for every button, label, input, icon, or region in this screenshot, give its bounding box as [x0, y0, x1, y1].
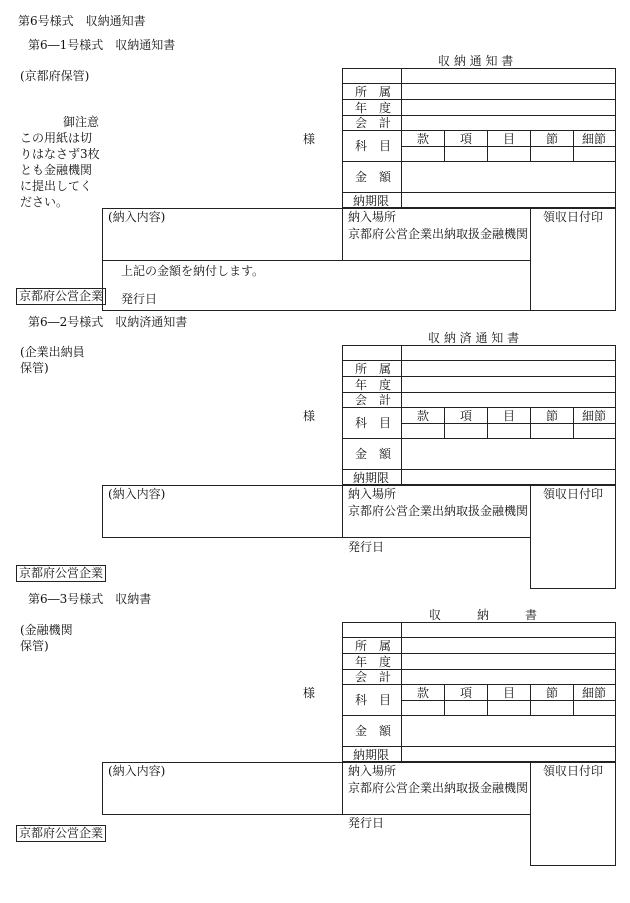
payment-statement: 上記の金額を納付します。 — [121, 264, 265, 278]
custody-label: (企業出納員 — [20, 345, 85, 359]
financial-institution: 京都府公営企業出納取扱金融機関 — [348, 227, 529, 241]
col-kou: 項 — [460, 409, 473, 423]
col-kou: 項 — [460, 686, 473, 700]
label-kamoku: 科 目 — [355, 693, 392, 707]
issue-date-label: 発行日 — [121, 292, 158, 306]
col-moku: 目 — [503, 409, 516, 423]
caution-line: りはなさず3枚 — [20, 147, 100, 161]
label-nounyuu-kigen: 納期限 — [353, 471, 390, 485]
issuer-stamp: 京都府公営企業 — [16, 565, 106, 582]
col-kan: 款 — [417, 686, 430, 700]
label-nounyuu-kigen: 納期限 — [353, 748, 390, 762]
receipt-date-stamp-label: 領収日付印 — [543, 210, 604, 224]
col-saisetsu: 細節 — [582, 409, 607, 423]
label-kingaku: 金 額 — [355, 447, 392, 461]
addressee-suffix: 様 — [303, 132, 316, 146]
label-kamoku: 科 目 — [355, 139, 392, 153]
col-kan: 款 — [417, 409, 430, 423]
label-shozoku: 所 属 — [355, 85, 392, 99]
custody-label: (京都府保管) — [20, 69, 90, 83]
col-setsu: 節 — [546, 132, 559, 146]
caution-line: ださい。 — [20, 195, 69, 209]
issue-date-label: 発行日 — [348, 816, 385, 830]
col-kan: 款 — [417, 132, 430, 146]
form-heading: 収 納 書 — [429, 608, 538, 622]
label-kamoku: 科 目 — [355, 416, 392, 430]
document-title: 第6号様式 収納通知書 — [18, 14, 146, 28]
label-nendo: 年 度 — [355, 101, 392, 115]
form-heading: 収 納 通 知 書 — [438, 54, 514, 68]
form-subtitle: 第6―1号様式 収納通知書 — [28, 38, 176, 52]
issuer-stamp: 京都府公営企業 — [16, 825, 106, 842]
custody-label: (金融機関 — [20, 623, 73, 637]
form-heading: 収 納 済 通 知 書 — [428, 331, 520, 345]
form-subtitle: 第6―2号様式 収納済通知書 — [28, 315, 188, 329]
receipt-date-stamp-label: 領収日付印 — [543, 487, 604, 501]
label-kaikei: 会 計 — [355, 393, 392, 407]
form-subtitle: 第6―3号様式 収納書 — [28, 592, 152, 606]
caution-line: とも金融機関 — [20, 163, 93, 177]
col-moku: 目 — [503, 686, 516, 700]
issuer-stamp: 京都府公営企業 — [16, 288, 106, 305]
financial-institution: 京都府公営企業出納取扱金融機関 — [348, 781, 529, 795]
label-kaikei: 会 計 — [355, 116, 392, 130]
label-kaikei: 会 計 — [355, 670, 392, 684]
label-nendo: 年 度 — [355, 655, 392, 669]
label-nendo: 年 度 — [355, 378, 392, 392]
financial-institution: 京都府公営企業出納取扱金融機関 — [348, 504, 529, 518]
col-saisetsu: 細節 — [582, 132, 607, 146]
label-shozoku: 所 属 — [355, 639, 392, 653]
custody-label: 保管) — [20, 639, 49, 653]
addressee-suffix: 様 — [303, 686, 316, 700]
custody-label: 保管) — [20, 361, 49, 375]
col-moku: 目 — [503, 132, 516, 146]
caution-line: に提出してく — [20, 179, 93, 193]
label-shozoku: 所 属 — [355, 362, 392, 376]
label-kingaku: 金 額 — [355, 724, 392, 738]
label-nounyuu-kigen: 納期限 — [353, 194, 390, 208]
label-kingaku: 金 額 — [355, 170, 392, 184]
col-setsu: 節 — [546, 409, 559, 423]
nounyuu-naiyou-label: (納入内容) — [108, 764, 166, 778]
receipt-date-stamp-label: 領収日付印 — [543, 764, 604, 778]
col-setsu: 節 — [546, 686, 559, 700]
nounyuu-naiyou-label: (納入内容) — [108, 210, 166, 224]
col-kou: 項 — [460, 132, 473, 146]
col-saisetsu: 細節 — [582, 686, 607, 700]
nounyuu-naiyou-label: (納入内容) — [108, 487, 166, 501]
caution-line: この用紙は切 — [20, 131, 93, 145]
caution-title: 御注意 — [63, 115, 100, 129]
nounyuu-basho-label: 納入場所 — [348, 764, 397, 778]
nounyuu-basho-label: 納入場所 — [348, 487, 397, 501]
issue-date-label: 発行日 — [348, 540, 385, 554]
addressee-suffix: 様 — [303, 409, 316, 423]
nounyuu-basho-label: 納入場所 — [348, 210, 397, 224]
